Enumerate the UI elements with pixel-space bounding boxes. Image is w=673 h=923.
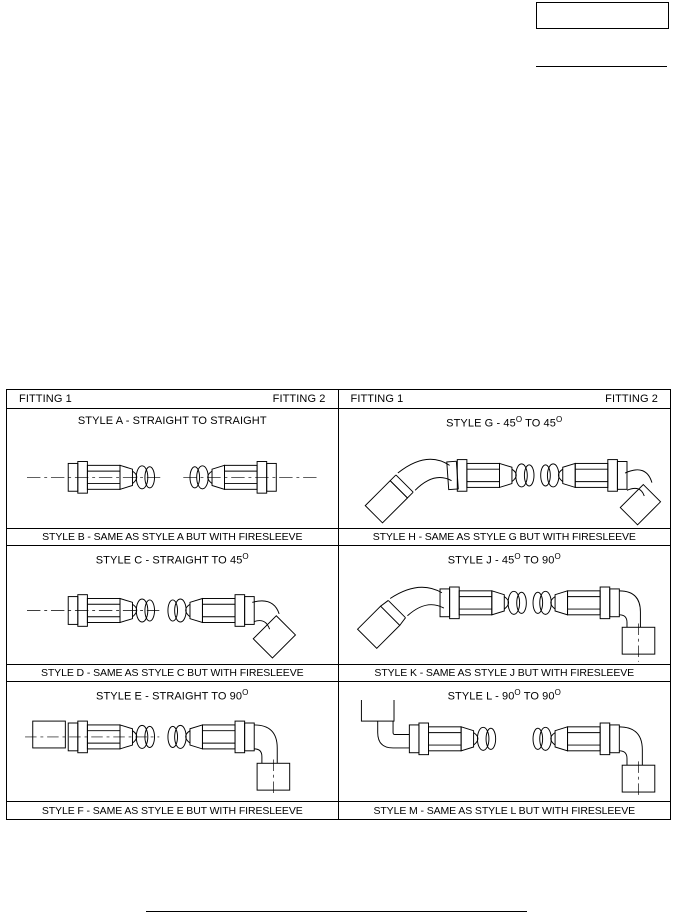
panel-style-e-title-text: STYLE E - STRAIGHT TO 90 [96, 691, 243, 703]
panel-style-l-title-text2: TO 90 [520, 691, 555, 703]
header-left-fitting2: FITTING 2 [272, 393, 326, 405]
fireslee-label-m: STYLE M - SAME AS STYLE L BUT WITH FIRESLEEVE [373, 804, 636, 817]
panel-style-l [339, 682, 671, 801]
fireslee-label-d: STYLE D - SAME AS STYLE C BUT WITH FIRESLEEVE [40, 667, 304, 680]
panel-style-j [339, 546, 671, 665]
fireslee-row-2 [7, 664, 670, 682]
figure-style-g [339, 427, 671, 528]
panel-style-j-sup1: O [514, 551, 521, 561]
hose-assembly-style-table [6, 389, 671, 820]
panel-style-l-title-text: STYLE L - 90 [447, 691, 515, 703]
panel-style-a-title [7, 409, 338, 427]
panel-style-g-sup1: O [515, 415, 523, 424]
header-cell-left [7, 390, 339, 409]
panel-style-j-title-text2: TO 90 [520, 554, 555, 567]
panel-style-c-title-text: STYLE C - STRAIGHT TO 45 [95, 554, 243, 567]
table-header-row [7, 390, 670, 409]
panel-style-g [339, 409, 671, 528]
figure-style-a [7, 427, 338, 528]
fireslee-label-f: STYLE F - SAME AS STYLE E BUT WITH FIRESLEEVE [41, 804, 303, 817]
header-left-fitting1: FITTING 1 [19, 393, 72, 405]
panel-style-e-sup: O [242, 688, 249, 698]
panel-style-g-title-text2: TO 45 [522, 417, 556, 430]
panel-style-a [7, 409, 339, 528]
panel-row-3 [7, 682, 670, 801]
fireslee-label-k: STYLE K - SAME AS STYLE J BUT WITH FIRESLEEVE [374, 667, 635, 680]
fireslee-label-h: STYLE H - SAME AS STYLE G BUT WITH FIRESLEEVE [372, 530, 636, 543]
fireslee-cell-d [7, 664, 339, 682]
fireslee-row-1 [7, 528, 670, 546]
figure-style-e [7, 700, 338, 801]
panel-style-g-title-text: STYLE G - 45 [446, 417, 516, 430]
header-right-fitting2: FITTING 2 [605, 393, 658, 405]
figure-style-c [7, 564, 338, 665]
panel-style-j-title-text: STYLE J - 45 [447, 554, 515, 567]
bottom-rule-divider [146, 911, 527, 912]
panel-style-c-sup: O [242, 551, 249, 561]
panel-style-c [7, 546, 339, 665]
panel-style-g-sup2: O [556, 415, 563, 424]
fireslee-row-3 [7, 801, 670, 819]
panel-style-l-sup2: O [554, 688, 561, 698]
fireslee-cell-f [7, 801, 339, 819]
fireslee-label-b: STYLE B - SAME AS STYLE A BUT WITH FIRESLEEVE [42, 530, 303, 543]
fireslee-cell-k [339, 664, 671, 682]
figure-style-l [339, 700, 671, 801]
panel-row-2 [7, 546, 670, 665]
fireslee-cell-h [339, 528, 671, 546]
top-right-box [536, 2, 669, 29]
panel-style-a-title-text: STYLE A - STRAIGHT TO STRAIGHT [77, 415, 267, 427]
figure-style-j [339, 564, 671, 665]
panel-style-l-sup1: O [514, 688, 521, 698]
panel-row-1 [7, 409, 670, 528]
top-rule-divider [536, 66, 667, 67]
panel-style-j-sup2: O [554, 551, 561, 561]
header-right-fitting1: FITTING 1 [350, 393, 404, 405]
header-cell-right [339, 390, 671, 409]
panel-style-e [7, 682, 339, 801]
fireslee-cell-m [339, 801, 671, 819]
fireslee-cell-b [7, 528, 339, 546]
